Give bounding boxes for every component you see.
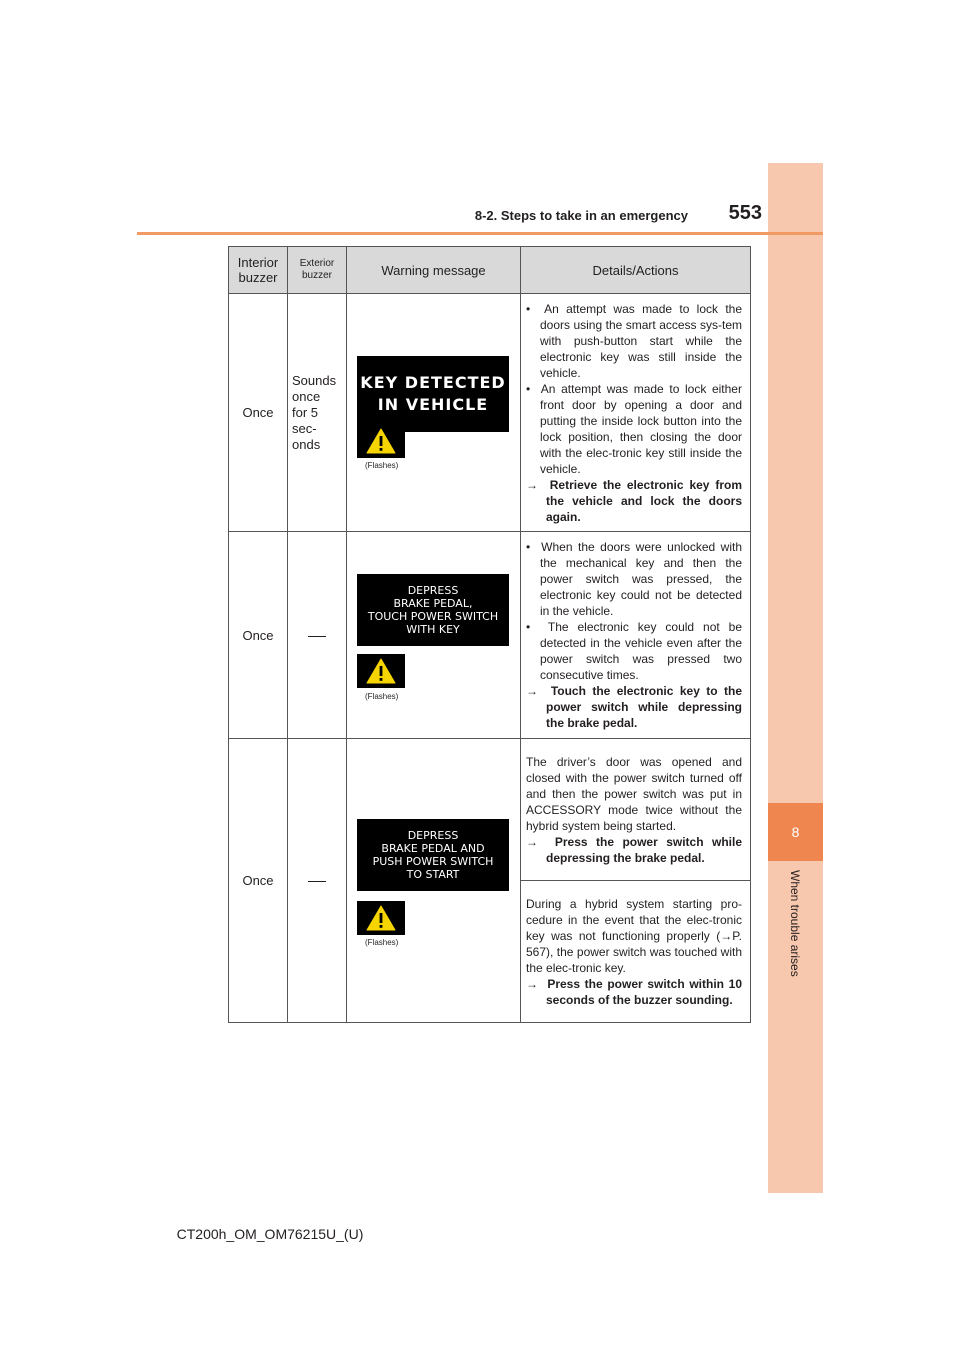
chapter-title: When trouble arises <box>788 870 802 977</box>
no-sound-dash <box>308 636 326 637</box>
detail-bullet: • The electronic key could not be detected in the vehicle even after the power switch was pressed two consecutive times. <box>526 620 742 682</box>
warning-message-cell <box>347 532 521 739</box>
exterior-buzzer-cell <box>288 294 347 532</box>
details-cell <box>521 739 751 881</box>
display-line: BRAKE PEDAL AND <box>381 842 485 855</box>
detail-action: → Touch the electronic key to the power switch while depressing the brake pedal. <box>526 684 743 730</box>
display-line: TO START <box>406 868 460 881</box>
warning-triangle-icon <box>366 905 396 931</box>
flashes-label: (Flashes) <box>365 692 399 701</box>
warning-light-box <box>357 654 405 688</box>
display-line: BRAKE PEDAL, <box>393 597 473 610</box>
table-row <box>229 532 751 739</box>
chapter-number-box <box>768 803 823 861</box>
exterior-line: for 5 <box>292 404 319 420</box>
page-number: 553 <box>728 202 762 224</box>
warning-light-box <box>357 424 405 458</box>
details-cell <box>521 294 751 532</box>
warning-triangle-icon <box>366 428 396 454</box>
flashes-label: (Flashes) <box>365 461 399 470</box>
detail-action: → Press the power switch within 10 seconds of the buzzer sounding. <box>526 976 742 1007</box>
exterior-buzzer-cell <box>288 739 347 1023</box>
chapter-number: 8 <box>791 824 800 840</box>
exterior-line: onds <box>292 436 321 452</box>
page-reference[interactable]: P. 567 <box>526 928 742 959</box>
detail-bullet: • When the doors were unlocked with the mechanical key and then the power switch was pressed, the electronic key could not be detected in the vehicle. <box>526 540 742 618</box>
table-header-row <box>229 247 751 294</box>
display-line: PUSH POWER SWITCH <box>372 855 494 868</box>
chapter-side-tab <box>768 163 823 1193</box>
display-line: DEPRESS <box>407 584 459 597</box>
header-details-actions: Details/Actions <box>521 247 751 294</box>
exterior-line: Sounds <box>292 372 337 388</box>
display-line: DEPRESS <box>407 829 459 842</box>
table-row <box>229 294 751 532</box>
warning-table <box>228 246 751 1023</box>
interior-buzzer-cell: Once <box>229 739 288 1023</box>
document-code: CT200h_OM_OM76215U_(U) <box>176 1226 364 1242</box>
table-row <box>229 739 751 881</box>
detail-text: The driver’s door was opened and closed with the power switch turned off and then the power switch was put in ACCESSORY mode twice without the hybrid system being started. <box>526 754 742 833</box>
header-interior-buzzer: Interior buzzer <box>229 247 288 294</box>
multi-information-display <box>357 819 509 891</box>
multi-information-display <box>357 574 509 646</box>
display-line: KEY DETECTED <box>360 373 506 392</box>
details-cell <box>521 881 751 1023</box>
exterior-line: once <box>292 388 321 404</box>
detail-bullet: • An attempt was made to lock the doors using the smart access sys-tem with push-button start while the electronic key was still inside the vehicle. <box>526 301 742 380</box>
detail-text: During a hybrid system starting pro-cedure in the event that the elec-tronic key was not functioning properly (→P. 567), the power switch was touched with the elec-tronic key. <box>526 896 742 975</box>
warning-message-cell <box>347 739 521 1023</box>
header-warning-message: Warning message <box>347 247 521 294</box>
no-sound-dash <box>308 881 326 882</box>
multi-information-display <box>357 356 509 432</box>
flashes-label: (Flashes) <box>365 938 399 947</box>
warning-message-cell <box>347 294 521 532</box>
exterior-line: sec- <box>292 420 317 436</box>
details-cell <box>521 532 751 739</box>
detail-action: → Press the power switch while depressing the brake pedal. <box>526 834 742 865</box>
display-line: WITH KEY <box>406 623 460 636</box>
display-line: TOUCH POWER SWITCH <box>367 610 499 623</box>
header-rule <box>137 232 823 235</box>
detail-bullet: • An attempt was made to lock either front door by opening a door and putting the inside lock button into the lock position, then closing the door with the elec-tronic key still inside the vehicle. <box>526 381 742 476</box>
section-title: 8-2. Steps to take in an emergency <box>474 208 688 223</box>
detail-action: → Retrieve the electronic key from the vehicle and lock the doors again. <box>526 477 743 524</box>
interior-buzzer-cell: Once <box>229 532 288 739</box>
exterior-buzzer-cell <box>288 532 347 739</box>
warning-triangle-icon <box>366 658 396 684</box>
header-exterior-buzzer: Exterior buzzer <box>288 247 347 294</box>
interior-buzzer-cell: Once <box>229 294 288 532</box>
display-line: IN VEHICLE <box>377 395 489 414</box>
warning-light-box <box>357 901 405 935</box>
